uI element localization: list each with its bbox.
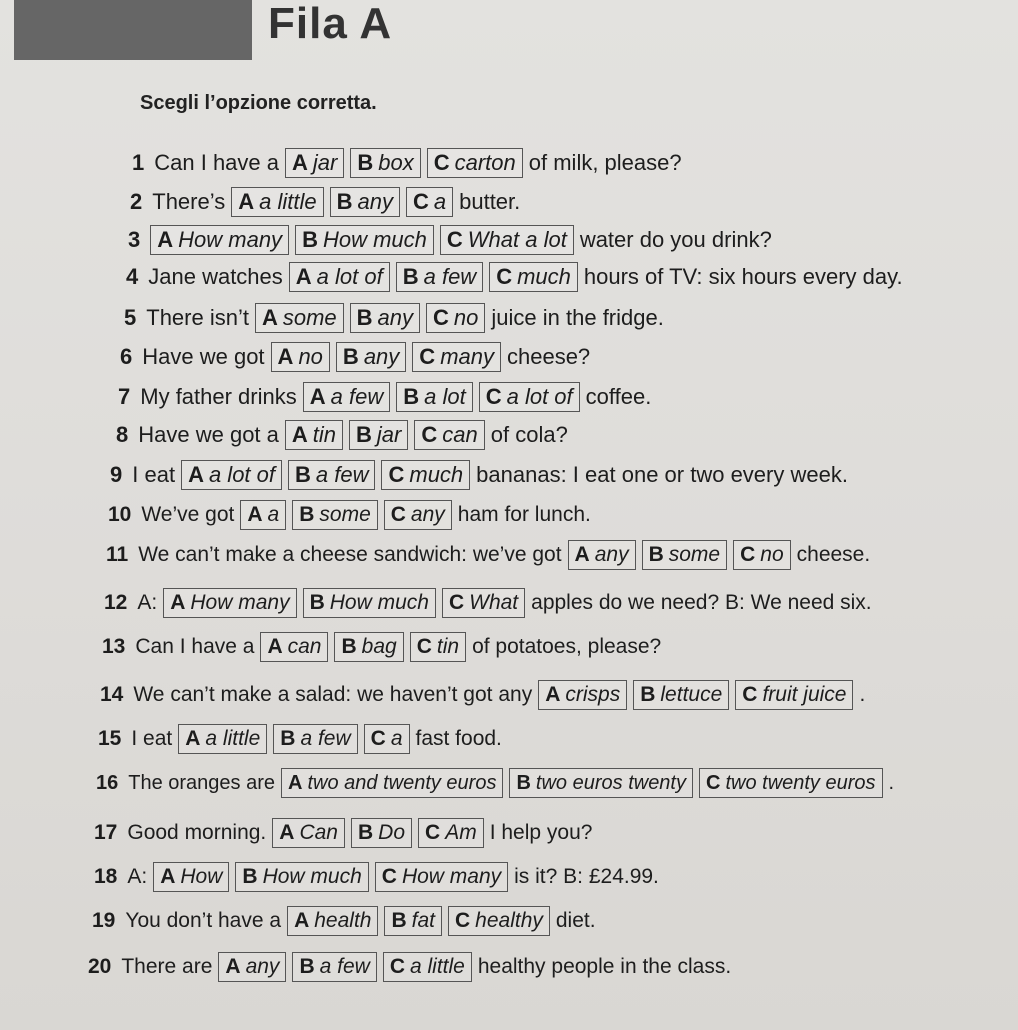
option-letter: A [247, 503, 263, 526]
exercise-instruction: Scegli l’opzione corretta. [140, 92, 377, 114]
option-b[interactable] [292, 952, 376, 982]
option-letter: C [433, 305, 449, 330]
answer-options [178, 724, 409, 754]
question-text-before: You don’t have a [125, 909, 282, 932]
option-text: crisps [565, 683, 621, 706]
option-letter: A [292, 150, 308, 175]
question-number: 12 [104, 591, 128, 614]
question-number: 2 [130, 189, 143, 214]
option-text: jar [376, 422, 402, 447]
answer-options [303, 382, 580, 412]
option-text: a little [409, 955, 465, 978]
question-3 [128, 225, 778, 255]
option-text: carton [454, 150, 516, 175]
option-letter: C [416, 635, 432, 658]
option-c[interactable] [383, 952, 472, 982]
option-c[interactable] [440, 225, 574, 255]
option-c[interactable] [733, 540, 791, 570]
option-text: a little [205, 727, 261, 750]
question-number: 11 [106, 543, 129, 566]
question-17 [94, 818, 598, 848]
option-text: two twenty euros [725, 772, 876, 794]
option-letter: C [390, 503, 406, 526]
option-text: What [469, 591, 519, 614]
question-text-after: bananas: I eat one or two every week. [476, 462, 848, 487]
question-text-after: I help you? [489, 821, 593, 844]
option-text: How many [190, 591, 290, 614]
answer-options [272, 818, 483, 848]
question-19 [92, 906, 602, 936]
option-letter: C [381, 865, 397, 888]
option-text: no [453, 305, 479, 330]
question-number: 3 [128, 227, 141, 252]
option-letter: C [389, 955, 405, 978]
answer-options [271, 342, 501, 372]
option-a[interactable] [255, 303, 344, 333]
question-text-after: of cola? [490, 422, 568, 447]
page-title: Fila A [268, 0, 393, 48]
answer-options [289, 262, 578, 292]
option-letter: C [446, 227, 463, 252]
option-text: many [440, 344, 494, 369]
option-letter: A [170, 591, 186, 614]
option-c[interactable] [418, 818, 484, 848]
header-bar [14, 0, 252, 60]
question-number: 18 [94, 865, 118, 888]
option-c[interactable] [414, 420, 484, 450]
option-b[interactable] [633, 680, 729, 710]
answer-options [150, 225, 574, 255]
option-text: a lot of [506, 384, 573, 409]
option-a[interactable] [271, 342, 330, 372]
question-6 [120, 342, 596, 372]
option-letter: A [279, 821, 295, 844]
question-text-after: ham for lunch. [457, 503, 591, 526]
option-b[interactable] [384, 906, 442, 936]
option-text: health [314, 909, 372, 932]
question-15 [98, 724, 508, 754]
option-letter: C [433, 150, 450, 175]
question-2 [130, 187, 526, 217]
question-number: 20 [88, 955, 112, 978]
option-letter: A [238, 189, 255, 214]
question-text-before: There are [121, 955, 213, 978]
option-b[interactable] [509, 768, 693, 798]
option-b[interactable] [295, 225, 434, 255]
answer-options [181, 460, 470, 490]
question-text-before: Have we got [142, 344, 265, 369]
option-letter: B [342, 344, 359, 369]
option-b[interactable] [273, 724, 357, 754]
option-text: a lot of [208, 462, 275, 487]
option-text: a few [423, 264, 477, 289]
option-text: a lot [424, 384, 466, 409]
question-text-before: Have we got a [138, 422, 279, 447]
question-1 [132, 148, 688, 178]
option-letter: C [421, 422, 438, 447]
question-number: 16 [96, 772, 119, 794]
option-letter: C [454, 909, 471, 932]
option-b[interactable] [350, 303, 420, 333]
option-letter: B [391, 909, 407, 932]
option-b[interactable] [303, 588, 436, 618]
question-number: 19 [92, 909, 116, 932]
question-number: 5 [124, 305, 137, 330]
option-text: any [377, 305, 414, 330]
option-letter: B [242, 865, 258, 888]
option-b[interactable] [334, 632, 403, 662]
option-text: a few [319, 955, 370, 978]
option-letter: B [309, 591, 325, 614]
option-c[interactable] [489, 262, 578, 292]
question-number: 13 [102, 635, 126, 658]
option-c[interactable] [375, 862, 508, 892]
option-c[interactable] [699, 768, 883, 798]
question-text-before: The oranges are [128, 772, 276, 794]
option-a[interactable] [285, 148, 344, 178]
question-number: 4 [126, 264, 139, 289]
option-text: Do [378, 821, 406, 844]
option-letter: B [336, 189, 353, 214]
question-14 [100, 680, 871, 710]
option-text: two euros twenty [535, 772, 686, 794]
option-letter: C [370, 727, 386, 750]
option-letter: A [288, 772, 303, 794]
option-c[interactable] [410, 632, 466, 662]
option-text: Can [299, 821, 338, 844]
question-text-before: We can’t make a salad: we haven’t got any [133, 683, 533, 706]
option-text: fat [411, 909, 435, 932]
option-letter: A [294, 909, 310, 932]
answer-options [285, 420, 485, 450]
option-c[interactable] [384, 500, 452, 530]
option-letter: C [496, 264, 513, 289]
option-letter: B [648, 543, 664, 566]
option-text: a [390, 727, 403, 750]
answer-options [240, 500, 451, 530]
option-letter: A [574, 543, 590, 566]
option-c[interactable] [381, 460, 470, 490]
option-letter: C [388, 462, 405, 487]
question-text-before: I eat [131, 727, 173, 750]
question-text-before: Can I have a [154, 150, 279, 175]
option-a[interactable] [289, 262, 390, 292]
option-b[interactable] [396, 262, 483, 292]
question-text-before: Good morning. [127, 821, 267, 844]
option-letter: A [309, 384, 326, 409]
option-b[interactable] [336, 342, 406, 372]
question-10 [108, 500, 597, 530]
question-text-after: coffee. [585, 384, 652, 409]
answer-options [538, 680, 853, 710]
option-text: tin [436, 635, 460, 658]
question-number: 14 [100, 683, 124, 706]
option-text: box [378, 150, 414, 175]
option-text: How many [178, 227, 283, 252]
option-a[interactable] [231, 187, 323, 217]
option-b[interactable] [351, 818, 412, 848]
option-letter: B [516, 772, 531, 794]
question-text-after: . [859, 683, 866, 706]
option-a[interactable] [538, 680, 627, 710]
option-b[interactable] [349, 420, 408, 450]
question-text-after: apples do we need? B: We need six. [531, 591, 872, 614]
question-11 [106, 540, 876, 570]
option-letter: B [402, 264, 419, 289]
option-letter: A [160, 865, 176, 888]
question-text-before: There’s [152, 189, 226, 214]
answer-options [568, 540, 791, 570]
option-c[interactable] [479, 382, 580, 412]
option-text: a few [315, 462, 369, 487]
option-text: Am [445, 821, 477, 844]
option-a[interactable] [272, 818, 345, 848]
question-text-before: There isn’t [146, 305, 249, 330]
option-a[interactable] [181, 460, 282, 490]
question-text-before: We can’t make a cheese sandwich: we’ve got [138, 543, 562, 566]
option-text: can [287, 635, 322, 658]
option-text: healthy [475, 909, 543, 932]
option-letter: B [357, 821, 374, 844]
option-a[interactable] [568, 540, 636, 570]
option-text: any [594, 543, 629, 566]
option-text: How much [262, 865, 362, 888]
option-text: some [282, 305, 337, 330]
question-text-before: We’ve got [141, 503, 235, 526]
question-9 [110, 460, 854, 490]
option-text: How many [401, 865, 502, 888]
question-text-before: I eat [132, 462, 176, 487]
option-letter: C [742, 683, 758, 706]
question-20 [88, 952, 737, 982]
option-letter: C [485, 384, 502, 409]
answer-options [218, 952, 471, 982]
option-text: fruit juice [762, 683, 847, 706]
option-c[interactable] [442, 588, 525, 618]
option-letter: B [302, 227, 318, 252]
question-text-after: water do you drink? [579, 227, 772, 252]
answer-options [231, 187, 453, 217]
question-13 [102, 632, 667, 662]
answer-options [255, 303, 485, 333]
question-number: 15 [98, 727, 122, 750]
option-letter: B [280, 727, 296, 750]
question-number: 10 [108, 503, 132, 526]
option-b[interactable] [350, 148, 420, 178]
option-c[interactable] [448, 906, 550, 936]
option-c[interactable] [412, 342, 501, 372]
option-text: How [180, 865, 223, 888]
option-text: no [760, 543, 784, 566]
question-text-before: My father drinks [140, 384, 297, 409]
question-text-after: juice in the fridge. [491, 305, 664, 330]
option-letter: A [157, 227, 174, 252]
option-letter: B [295, 462, 311, 487]
option-letter: B [341, 635, 357, 658]
question-4 [126, 262, 909, 292]
question-number: 1 [132, 150, 145, 175]
option-text: lettuce [660, 683, 723, 706]
option-letter: A [225, 955, 241, 978]
option-b[interactable] [288, 460, 375, 490]
question-number: 7 [118, 384, 131, 409]
option-a[interactable] [281, 768, 503, 798]
option-c[interactable] [364, 724, 410, 754]
question-12 [104, 588, 878, 618]
option-a[interactable] [163, 588, 296, 618]
option-letter: B [299, 955, 315, 978]
option-a[interactable] [240, 500, 286, 530]
option-a[interactable] [285, 420, 343, 450]
question-text-before: Jane watches [148, 264, 283, 289]
option-text: a few [300, 727, 351, 750]
question-text-after: of potatoes, please? [472, 635, 662, 658]
option-letter: A [261, 305, 278, 330]
option-b[interactable] [642, 540, 728, 570]
option-b[interactable] [292, 500, 378, 530]
answer-options [287, 906, 550, 936]
option-text: any [357, 189, 393, 214]
option-a[interactable] [178, 724, 267, 754]
option-letter: C [448, 591, 465, 614]
question-5 [124, 303, 670, 333]
question-text-after: butter. [459, 189, 521, 214]
option-text: no [298, 344, 323, 369]
option-letter: A [267, 635, 283, 658]
question-7 [118, 382, 657, 412]
option-text: What a lot [467, 227, 567, 252]
option-a[interactable] [218, 952, 286, 982]
option-letter: C [740, 543, 756, 566]
answer-options [285, 148, 523, 178]
question-number: 17 [94, 821, 118, 844]
option-letter: C [425, 821, 441, 844]
option-text: bag [361, 635, 397, 658]
answer-options [281, 768, 883, 798]
question-text-after: hours of TV: six hours every day. [583, 264, 903, 289]
question-18 [94, 862, 665, 892]
question-8 [116, 420, 574, 450]
question-text-before: Can I have a [135, 635, 255, 658]
question-text-after: is it? B: £24.99. [514, 865, 659, 888]
option-letter: B [403, 384, 420, 409]
question-text-before: A: [137, 591, 158, 614]
option-b[interactable] [396, 382, 472, 412]
option-text: can [442, 422, 478, 447]
option-a[interactable] [287, 906, 378, 936]
option-text: a little [259, 189, 317, 214]
question-text-before: A: [127, 865, 148, 888]
option-a[interactable] [260, 632, 328, 662]
option-letter: A [185, 727, 201, 750]
option-a[interactable] [153, 862, 229, 892]
question-text-after: cheese? [506, 344, 591, 369]
question-text-after: diet. [555, 909, 596, 932]
question-number: 9 [110, 462, 123, 487]
question-text-after: healthy people in the class. [477, 955, 732, 978]
option-text: a few [330, 384, 384, 409]
option-text: any [410, 503, 445, 526]
option-letter: A [291, 422, 308, 447]
option-letter: B [640, 683, 656, 706]
option-letter: B [357, 150, 374, 175]
option-c[interactable] [735, 680, 853, 710]
option-letter: A [277, 344, 294, 369]
answer-options [163, 588, 525, 618]
option-text: a [433, 189, 447, 214]
option-text: two and twenty euros [307, 772, 497, 794]
option-letter: B [299, 503, 315, 526]
option-a[interactable] [150, 225, 289, 255]
question-text-after: . [888, 772, 895, 794]
option-text: any [363, 344, 400, 369]
option-text: a [267, 503, 280, 526]
option-letter: A [295, 264, 312, 289]
option-text: tin [312, 422, 337, 447]
option-letter: B [356, 305, 373, 330]
option-text: any [245, 955, 280, 978]
option-text: jar [312, 150, 338, 175]
question-text-after: fast food. [415, 727, 502, 750]
option-text: How much [322, 227, 427, 252]
answer-options [260, 632, 466, 662]
question-number: 8 [116, 422, 129, 447]
question-text-after: of milk, please? [528, 150, 682, 175]
option-c[interactable] [426, 303, 485, 333]
option-text: How much [329, 591, 429, 614]
option-letter: A [188, 462, 204, 487]
option-b[interactable] [235, 862, 368, 892]
question-16 [96, 768, 900, 798]
option-letter: C [419, 344, 436, 369]
option-text: some [319, 503, 371, 526]
option-b[interactable] [330, 187, 400, 217]
option-a[interactable] [303, 382, 390, 412]
question-number: 6 [120, 344, 133, 369]
option-c[interactable] [406, 187, 453, 217]
option-letter: B [356, 422, 372, 447]
option-text: a lot of [316, 264, 383, 289]
option-letter: C [706, 772, 721, 794]
question-text-after: cheese. [796, 543, 871, 566]
option-text: much [517, 264, 571, 289]
option-c[interactable] [427, 148, 523, 178]
option-letter: A [545, 683, 561, 706]
answer-options [153, 862, 508, 892]
option-letter: C [412, 189, 429, 214]
option-text: some [668, 543, 721, 566]
option-text: much [409, 462, 464, 487]
